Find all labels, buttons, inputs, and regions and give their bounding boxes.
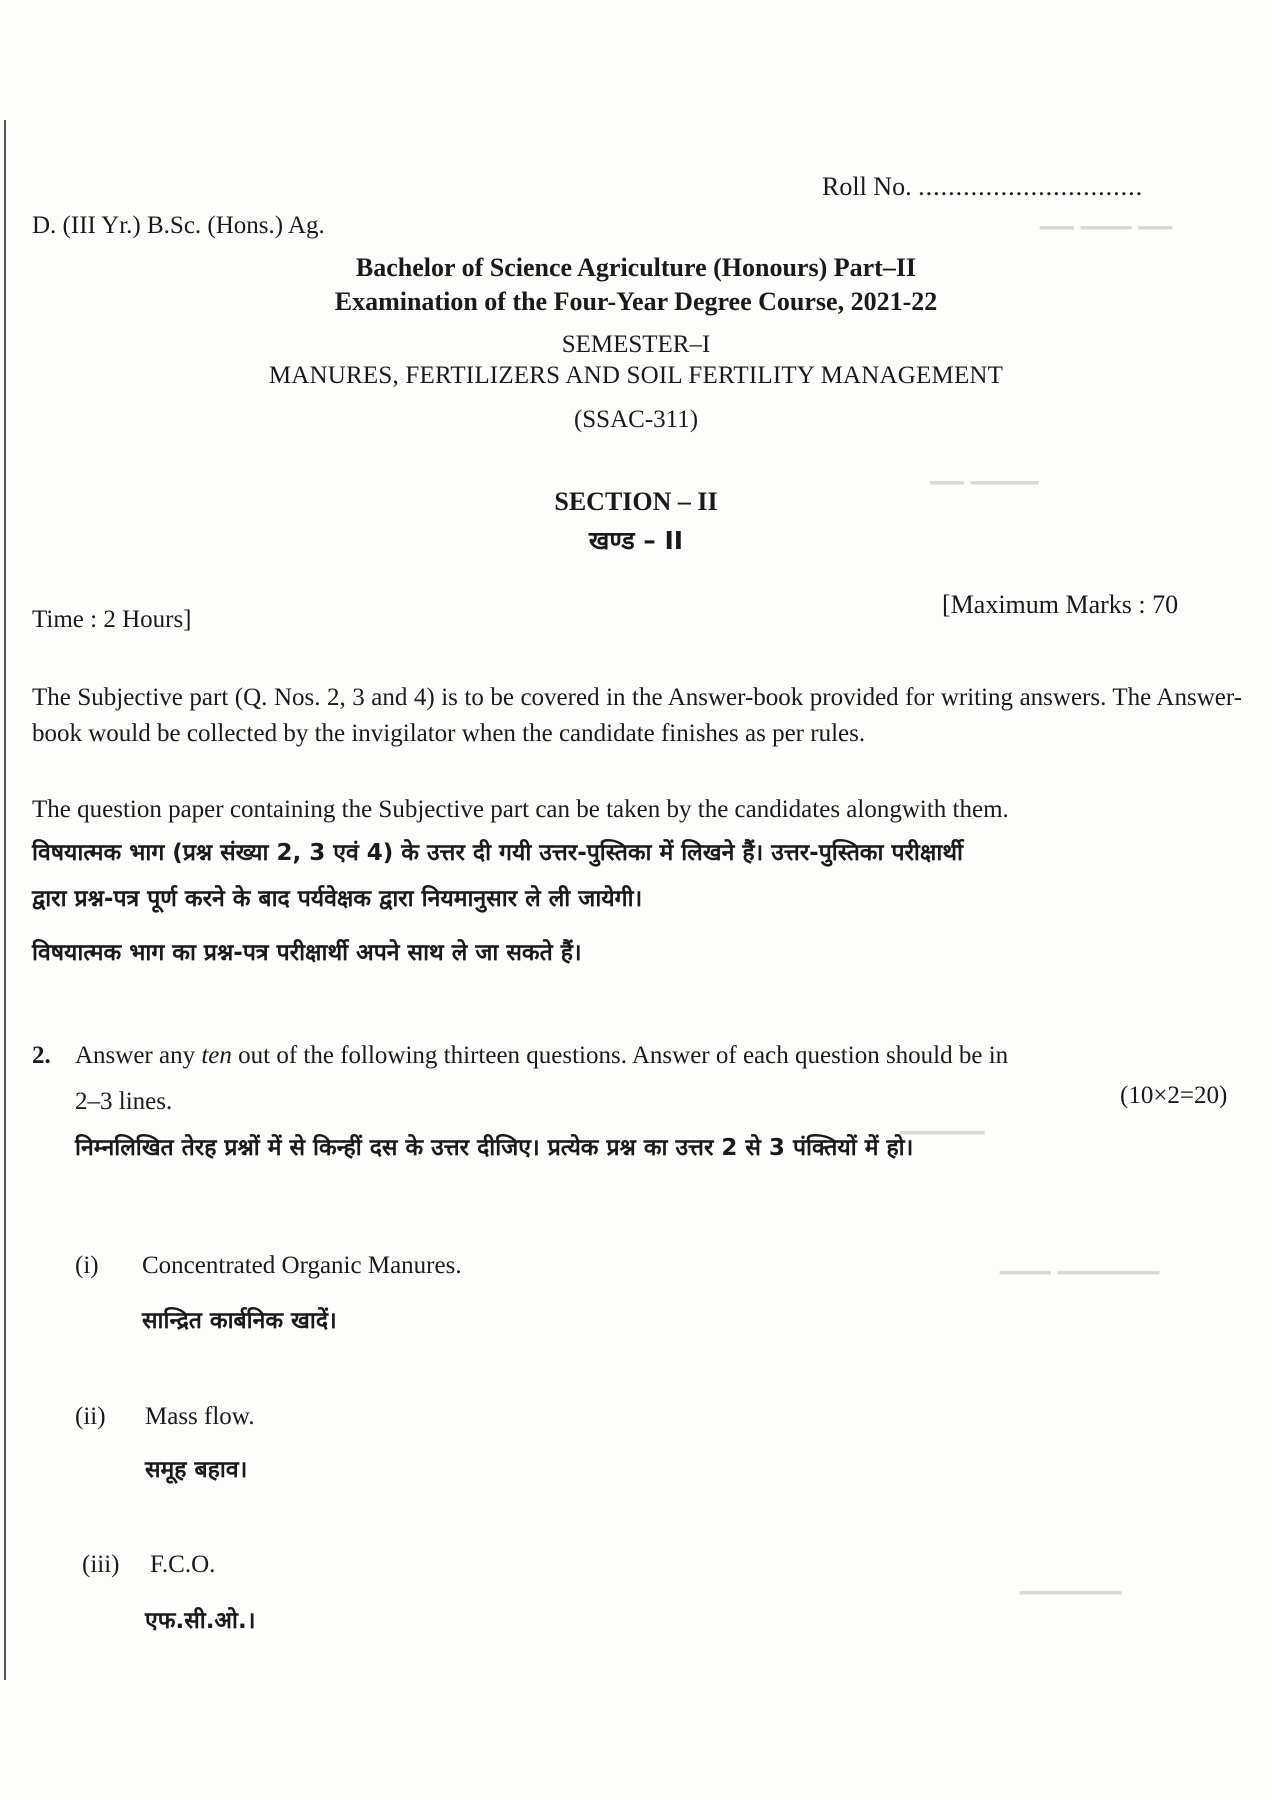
question-marks: (10×2=20) [1120,1082,1228,1109]
subquestion-text-hi: सान्द्रित कार्बनिक खादें। [142,1308,337,1334]
bleed-through-mark: ▁▁▁▁▁ [900,1110,985,1135]
subquestion-text-en: F.C.O. [150,1551,216,1578]
course-code: D. (III Yr.) B.Sc. (Hons.) Ag. [32,212,325,239]
question-text-line2: 2–3 lines. [75,1088,173,1115]
maximum-marks: [Maximum Marks : 70 [942,590,1179,619]
subquestion-text-hi: एफ.सी.ओ.। [145,1608,256,1634]
question-text-part: Answer any [75,1042,202,1069]
exam-title-line2: Examination of the Four-Year Degree Course, 2021-22 [334,287,938,316]
question-text-line1 [75,1042,1008,1070]
subject-code: (SSAC-311) [573,406,699,433]
instruction-en-2: The question paper containing the Subjective part can be taken by the candidates alongwith them. [32,796,1009,823]
exam-title-line1: Bachelor of Science Agriculture (Honours) Part–II [355,253,917,282]
subject-title: MANURES, FERTILIZERS AND SOIL FERTILITY MANAGEMENT [268,362,1004,389]
subquestion-text-en: Concentrated Organic Manures. [142,1252,462,1279]
subquestion-number: (ii) [75,1403,106,1430]
instruction-hi-2: द्वारा प्रश्न-पत्र पूर्ण करने के बाद पर्यवेक्षक द्वारा नियमानुसार ले ली जायेगी। [32,886,643,912]
question-text-emphasis: ten [201,1042,232,1069]
bleed-through-mark: ▁▁▁▁▁▁ [1020,1570,1122,1595]
subquestion-text-hi: समूह बहाव। [145,1457,248,1483]
section-heading-hi: खण्ड – II [588,526,684,555]
question-text-hindi: निम्नलिखित तेरह प्रश्नों में से किन्हीं दस के उत्तर दीजिए। प्रत्येक प्रश्न का उत्तर 2 से 3 पंक्तियों में हो। [75,1135,914,1161]
instruction-hi-3: विषयात्मक भाग का प्रश्न-पत्र परीक्षार्थी अपने साथ ले जा सकते हैं। [32,940,582,966]
instruction-hi-1: विषयात्मक भाग (प्रश्न संख्या 2, 3 एवं 4) के उत्तर दी गयी उत्तर-पुस्तिका में लिखने हैं। उत्तर-पुस्तिका परीक्षार्थी [32,840,963,866]
section-heading-en: SECTION – II [554,487,718,516]
semester-label: SEMESTER–I [561,331,711,358]
subquestion-number: (iii) [82,1551,120,1578]
subquestion-number: (i) [75,1252,99,1279]
roll-dots: .............................. [918,172,1144,201]
exam-time: Time : 2 Hours] [32,606,192,633]
bleed-through-mark: ▁▁ ▁▁▁▁ [930,460,1039,485]
roll-number [822,172,1143,202]
roll-label: Roll No. [822,172,912,201]
instruction-en-1: The Subjective part (Q. Nos. 2, 3 and 4) is to be covered in the Answer-book provided for writing answers. The Answer-book would be collected by the invigilator when the candidate finishes as per rules. [32,684,1242,747]
question-text-part: out of the following thirteen questions. Answer of each question should be in [231,1042,1009,1069]
subquestion-text-en: Mass flow. [145,1403,255,1430]
bleed-through-mark: ▁▁▁ ▁▁▁▁▁▁ [1000,1250,1160,1275]
bleed-through-mark: ▁▁ ▁▁▁ ▁▁ [1040,205,1173,230]
question-number: 2. [32,1042,51,1069]
